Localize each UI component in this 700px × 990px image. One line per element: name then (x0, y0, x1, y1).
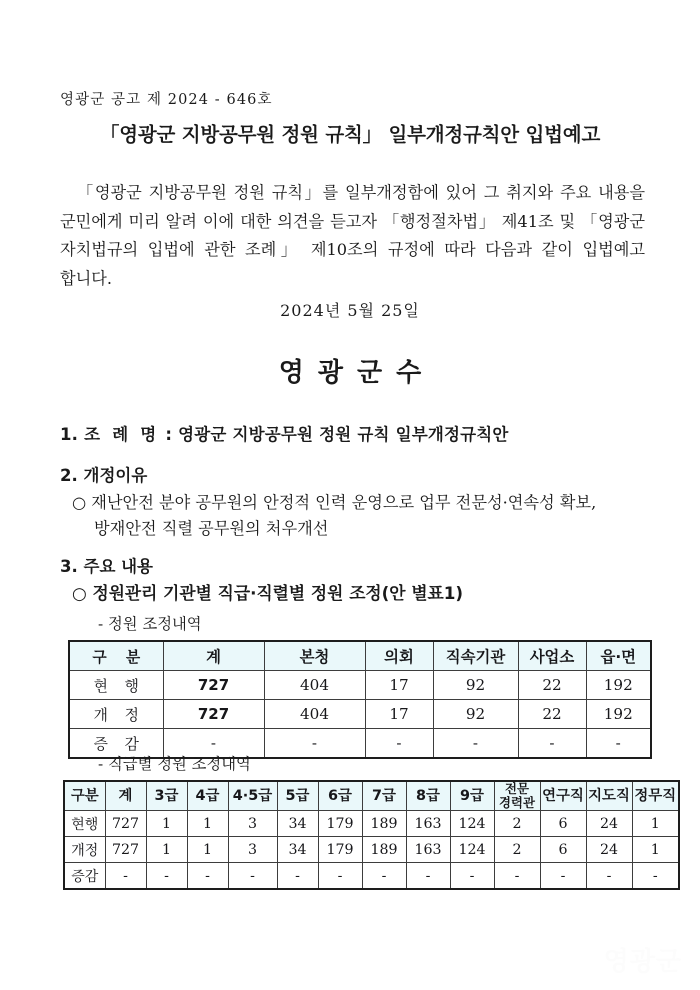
notice-number: 영광군 공고 제 2024 - 646호 (60, 92, 273, 108)
section-2-bullet-text: 재난안전 분야 공무원의 안정적 인력 운영으로 업무 전문성·연속성 확보, 방재안전 직렬 공무원의 처우개선 (91, 493, 597, 538)
cell-value: - (163, 729, 264, 759)
section-1-number: 1. (60, 425, 79, 444)
table-header-row (64, 781, 679, 811)
cell-value: - (494, 863, 540, 890)
cell-value: 192 (586, 671, 651, 700)
cell-value: 34 (277, 811, 318, 837)
cell-value: 189 (362, 811, 406, 837)
cell-value: - (406, 863, 450, 890)
section-1-value: 영광군 지방공무원 정원 규칙 일부개정규칙안 (178, 425, 509, 444)
col-header-2: 3급 (146, 781, 187, 811)
document-title: 「영광군 지방공무원 정원 규칙」 일부개정규칙안 입법예고 (99, 123, 601, 146)
col-header-10-line1: 전문 (505, 781, 529, 796)
cell-value: 1 (632, 837, 679, 863)
col-header-10-line2: 경력관 (499, 795, 535, 810)
cell-value: - (586, 863, 632, 890)
col-header-4: 4·5급 (228, 781, 277, 811)
col-header-8: 8급 (406, 781, 450, 811)
intro-paragraph: 「영광군 지방공무원 정원 규칙」를 일부개정함에 있어 그 취지와 주요 내용을 군민에게 미리 알려 이에 대한 의견을 듣고자 「행정절차법」 제41조 및 「영광군 자치법규의 입법에 관한 조례」 제10조의 규정에 따라 다음과 같이 입법예고 합니다. (60, 183, 645, 288)
section-2-heading (60, 462, 645, 486)
cell-value: 17 (365, 671, 433, 700)
cell-value: 727 (163, 700, 264, 729)
cell-value: - (228, 863, 277, 890)
bullet-marker-icon: ○ (72, 493, 87, 512)
section-3-bullet (72, 580, 645, 606)
cell-value: - (365, 729, 433, 759)
table-row (64, 837, 679, 863)
cell-value: - (146, 863, 187, 890)
cell-value: - (318, 863, 362, 890)
col-header-1: 계 (163, 641, 264, 671)
table-row (69, 671, 651, 700)
table-row (64, 811, 679, 837)
cell-value: 24 (586, 811, 632, 837)
cell-value: 1 (146, 837, 187, 863)
cell-value: - (105, 863, 146, 890)
cell-value: 163 (406, 811, 450, 837)
section-2-number: 2. (60, 466, 78, 485)
col-header-4: 직속기관 (433, 641, 518, 671)
cell-value: - (433, 729, 518, 759)
col-header-9: 9급 (450, 781, 494, 811)
cell-value: - (277, 863, 318, 890)
cell-value: 1 (146, 811, 187, 837)
col-header-5: 5급 (277, 781, 318, 811)
cell-value: 3 (228, 811, 277, 837)
cell-value: 727 (163, 671, 264, 700)
cell-value: 22 (518, 700, 586, 729)
row-label: 개정 (64, 837, 105, 863)
cell-value: - (540, 863, 586, 890)
cell-value: 1 (187, 837, 228, 863)
row-label: 증 감 (69, 729, 163, 759)
cell-value: 404 (264, 700, 365, 729)
cell-value: 2 (494, 837, 540, 863)
section-3-number: 3. (60, 557, 78, 576)
cell-value: - (518, 729, 586, 759)
col-header-10 (494, 781, 540, 811)
cell-value: - (187, 863, 228, 890)
cell-value: - (586, 729, 651, 759)
row-label: 현행 (64, 811, 105, 837)
col-header-3: 의회 (365, 641, 433, 671)
page-watermark: 영광군 (603, 947, 682, 977)
cell-value: 24 (586, 837, 632, 863)
section-2-title: 개정이유 (83, 466, 148, 485)
cell-value: 2 (494, 811, 540, 837)
cell-value: 17 (365, 700, 433, 729)
cell-value: - (450, 863, 494, 890)
col-header-13: 정무직 (632, 781, 679, 811)
section-1-label: 조 례 명 (84, 425, 160, 444)
col-header-7: 7급 (362, 781, 406, 811)
row-label: 증감 (64, 863, 105, 890)
cell-value: - (632, 863, 679, 890)
cell-value: 6 (540, 811, 586, 837)
table-quota-by-organization (68, 640, 652, 759)
cell-value: 22 (518, 671, 586, 700)
row-label: 현 행 (69, 671, 163, 700)
cell-value: 124 (450, 837, 494, 863)
col-header-6: 6급 (318, 781, 362, 811)
issue-date: 2024년 5월 25일 (280, 301, 420, 320)
col-header-11: 연구직 (540, 781, 586, 811)
cell-value: 404 (264, 671, 365, 700)
bullet-marker-icon: ○ (72, 583, 87, 603)
cell-value: - (264, 729, 365, 759)
cell-value: 163 (406, 837, 450, 863)
cell-value: 3 (228, 837, 277, 863)
table-quota-by-grade (63, 780, 680, 890)
row-label: 개 정 (69, 700, 163, 729)
col-header-5: 사업소 (518, 641, 586, 671)
section-3-bullet-text: 정원관리 기관별 직급·직렬별 정원 조정(안 별표1) (92, 583, 464, 603)
cell-value: 124 (450, 811, 494, 837)
col-header-6: 읍·면 (586, 641, 651, 671)
col-header-0: 구 분 (69, 641, 163, 671)
cell-value: 727 (105, 837, 146, 863)
section-1 (60, 421, 645, 445)
col-header-1: 계 (105, 781, 146, 811)
cell-value: 92 (433, 671, 518, 700)
col-header-3: 4급 (187, 781, 228, 811)
cell-value: 34 (277, 837, 318, 863)
section-2-bullet (72, 490, 645, 542)
table-org-caption: - 정원 조정내역 (98, 615, 202, 633)
col-header-12: 지도직 (586, 781, 632, 811)
table-grade-caption: - 직급별 정원 조정내역 (98, 755, 251, 773)
cell-value: 92 (433, 700, 518, 729)
cell-value: 192 (586, 700, 651, 729)
cell-value: 179 (318, 837, 362, 863)
table-header-row (69, 641, 651, 671)
table-row (69, 700, 651, 729)
table-row (64, 863, 679, 890)
col-header-0: 구분 (64, 781, 105, 811)
cell-value: 727 (105, 811, 146, 837)
cell-value: 1 (187, 811, 228, 837)
cell-value: 1 (632, 811, 679, 837)
cell-value: - (362, 863, 406, 890)
cell-value: 189 (362, 837, 406, 863)
section-3-title: 주요 내용 (83, 557, 154, 576)
section-1-separator: : (165, 425, 173, 444)
col-header-2: 본청 (264, 641, 365, 671)
issuer-name: 영광군수 (278, 358, 436, 388)
section-3-heading (60, 553, 645, 577)
cell-value: 179 (318, 811, 362, 837)
cell-value: 6 (540, 837, 586, 863)
